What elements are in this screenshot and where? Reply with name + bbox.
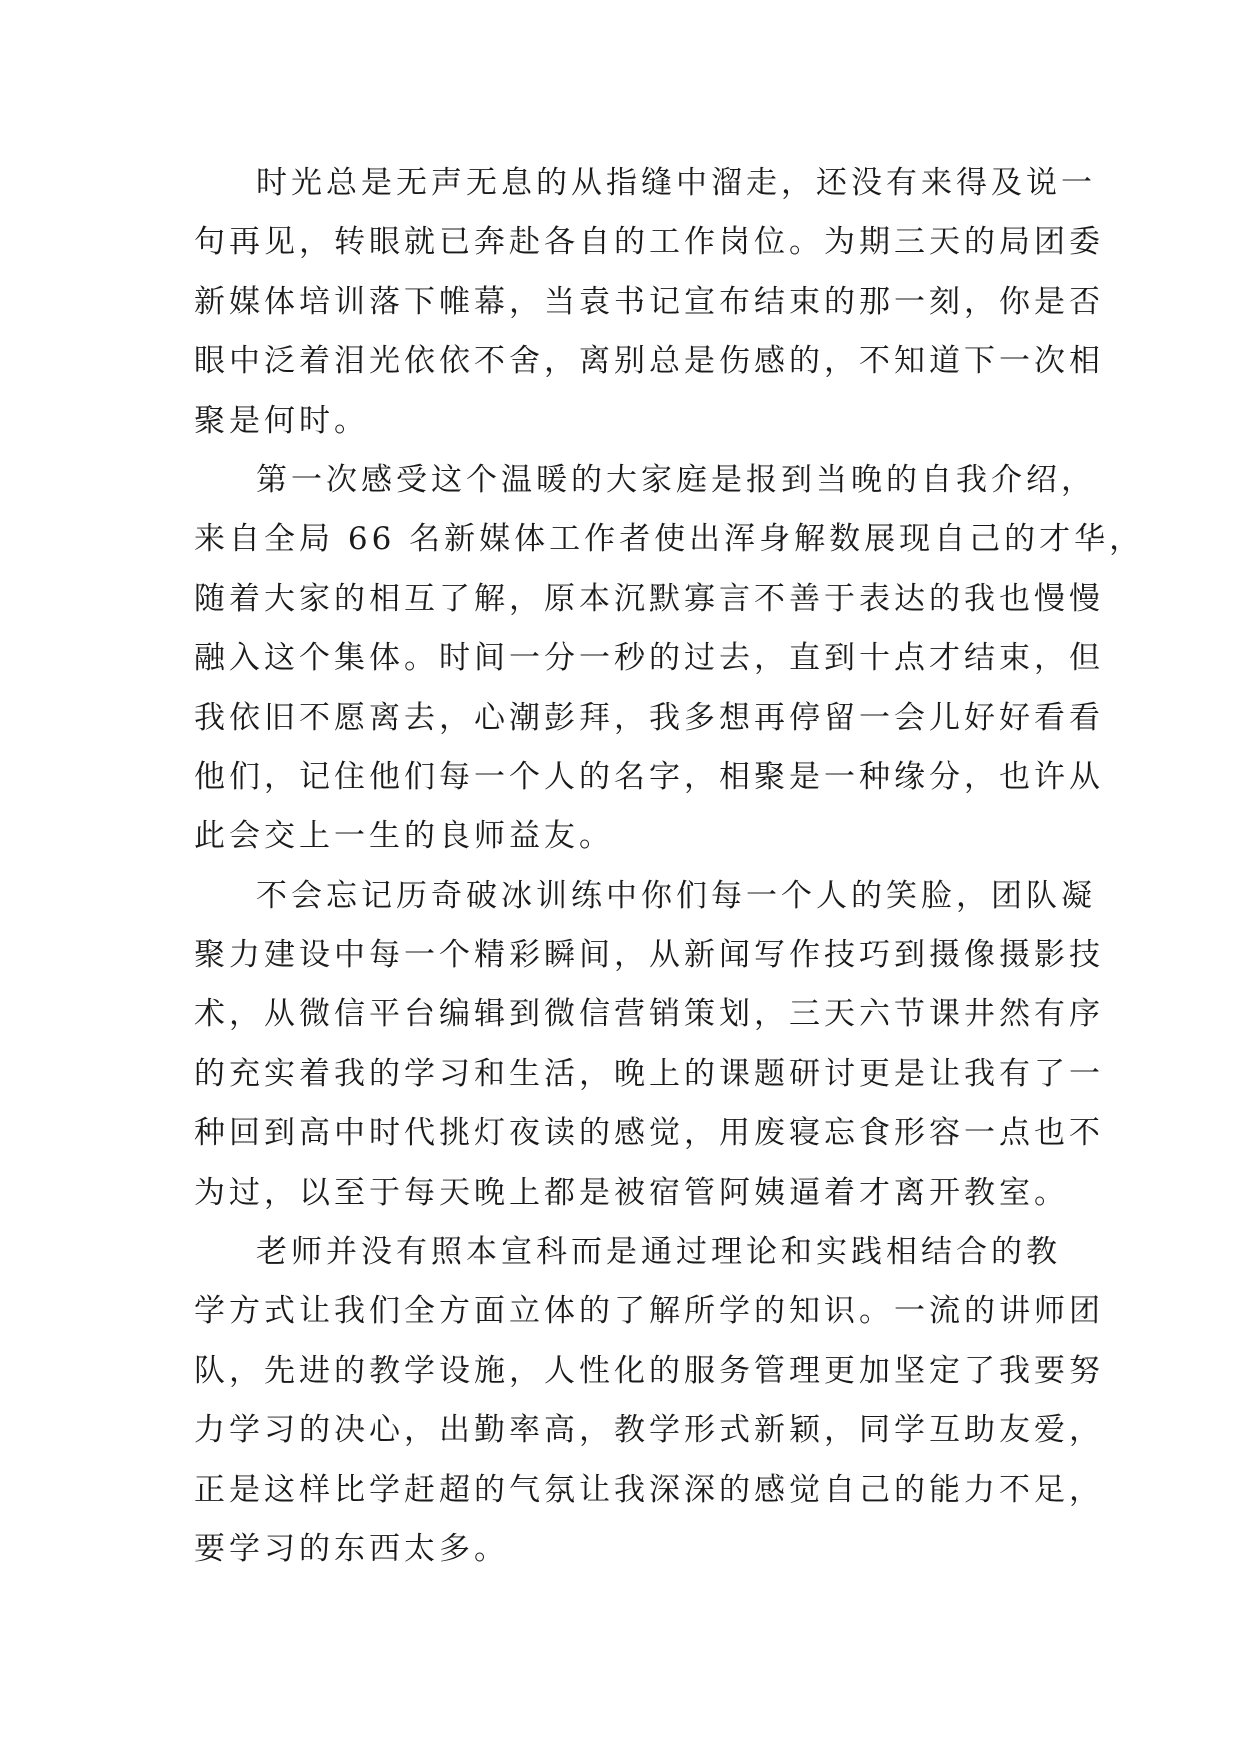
text-line: 力学习的决心，出勤率高，教学形式新颖，同学互助友爱， (194, 1412, 1104, 1449)
text-line: 正是这样比学赶超的气氛让我深深的感觉自己的能力不足， (194, 1471, 1104, 1508)
text-line: 术，从微信平台编辑到微信营销策划，三天六节课井然有序 (194, 996, 1104, 1033)
text-line: 来自全局 66 名新媒体工作者使出浑身解数展现自己的才华， (194, 521, 1145, 558)
document-body (194, 154, 1145, 1579)
text-line: 随着大家的相互了解，原本沉默寡言不善于表达的我也慢慢 (194, 580, 1104, 617)
text-line: 要学习的东西太多。 (194, 1530, 509, 1567)
paragraph-3 (194, 867, 1104, 1223)
text-line: 融入这个集体。时间一分一秒的过去，直到十点才结束，但 (194, 640, 1104, 677)
text-line: 此会交上一生的良师益友。 (194, 818, 614, 855)
text-line: 的充实着我的学习和生活，晚上的课题研讨更是让我有了一 (194, 1055, 1104, 1092)
text-line: 队，先进的教学设施，人性化的服务管理更加坚定了我要努 (194, 1352, 1104, 1389)
text-line: 新媒体培训落下帷幕，当袁书记宣布结束的那一刻，你是否 (194, 283, 1104, 320)
text-line: 时光总是无声无息的从指缝中溜走，还没有来得及说一 (256, 165, 1096, 201)
text-line: 他们，记住他们每一个人的名字，相聚是一种缘分，也许从 (194, 758, 1104, 795)
text-line: 种回到高中时代挑灯夜读的感觉，用废寝忘食形容一点也不 (194, 1115, 1104, 1152)
paragraph-2 (194, 451, 1145, 867)
text-line: 聚是何时。 (194, 402, 369, 439)
text-line: 不会忘记历奇破冰训练中你们每一个人的笑脸，团队凝 (256, 877, 1096, 914)
paragraph-4 (194, 1223, 1104, 1579)
text-line: 第一次感受这个温暖的大家庭是报到当晚的自我介绍， (256, 461, 1096, 498)
text-line: 学方式让我们全方面立体的了解所学的知识。一流的讲师团 (194, 1293, 1104, 1330)
text-line: 眼中泛着泪光依依不舍，离别总是伤感的，不知道下一次相 (194, 343, 1104, 380)
text-line: 句再见，转眼就已奔赴各自的工作岗位。为期三天的局团委 (194, 224, 1104, 261)
text-line: 老师并没有照本宣科而是通过理论和实践相结合的教 (256, 1234, 1061, 1271)
paragraph-1 (194, 154, 1104, 451)
text-line: 聚力建设中每一个精彩瞬间，从新闻写作技巧到摄像摄影技 (194, 937, 1104, 974)
text-line: 为过，以至于每天晚上都是被宿管阿姨逼着才离开教室。 (194, 1174, 1069, 1211)
text-line: 我依旧不愿离去，心潮彭拜，我多想再停留一会儿好好看看 (194, 699, 1104, 736)
